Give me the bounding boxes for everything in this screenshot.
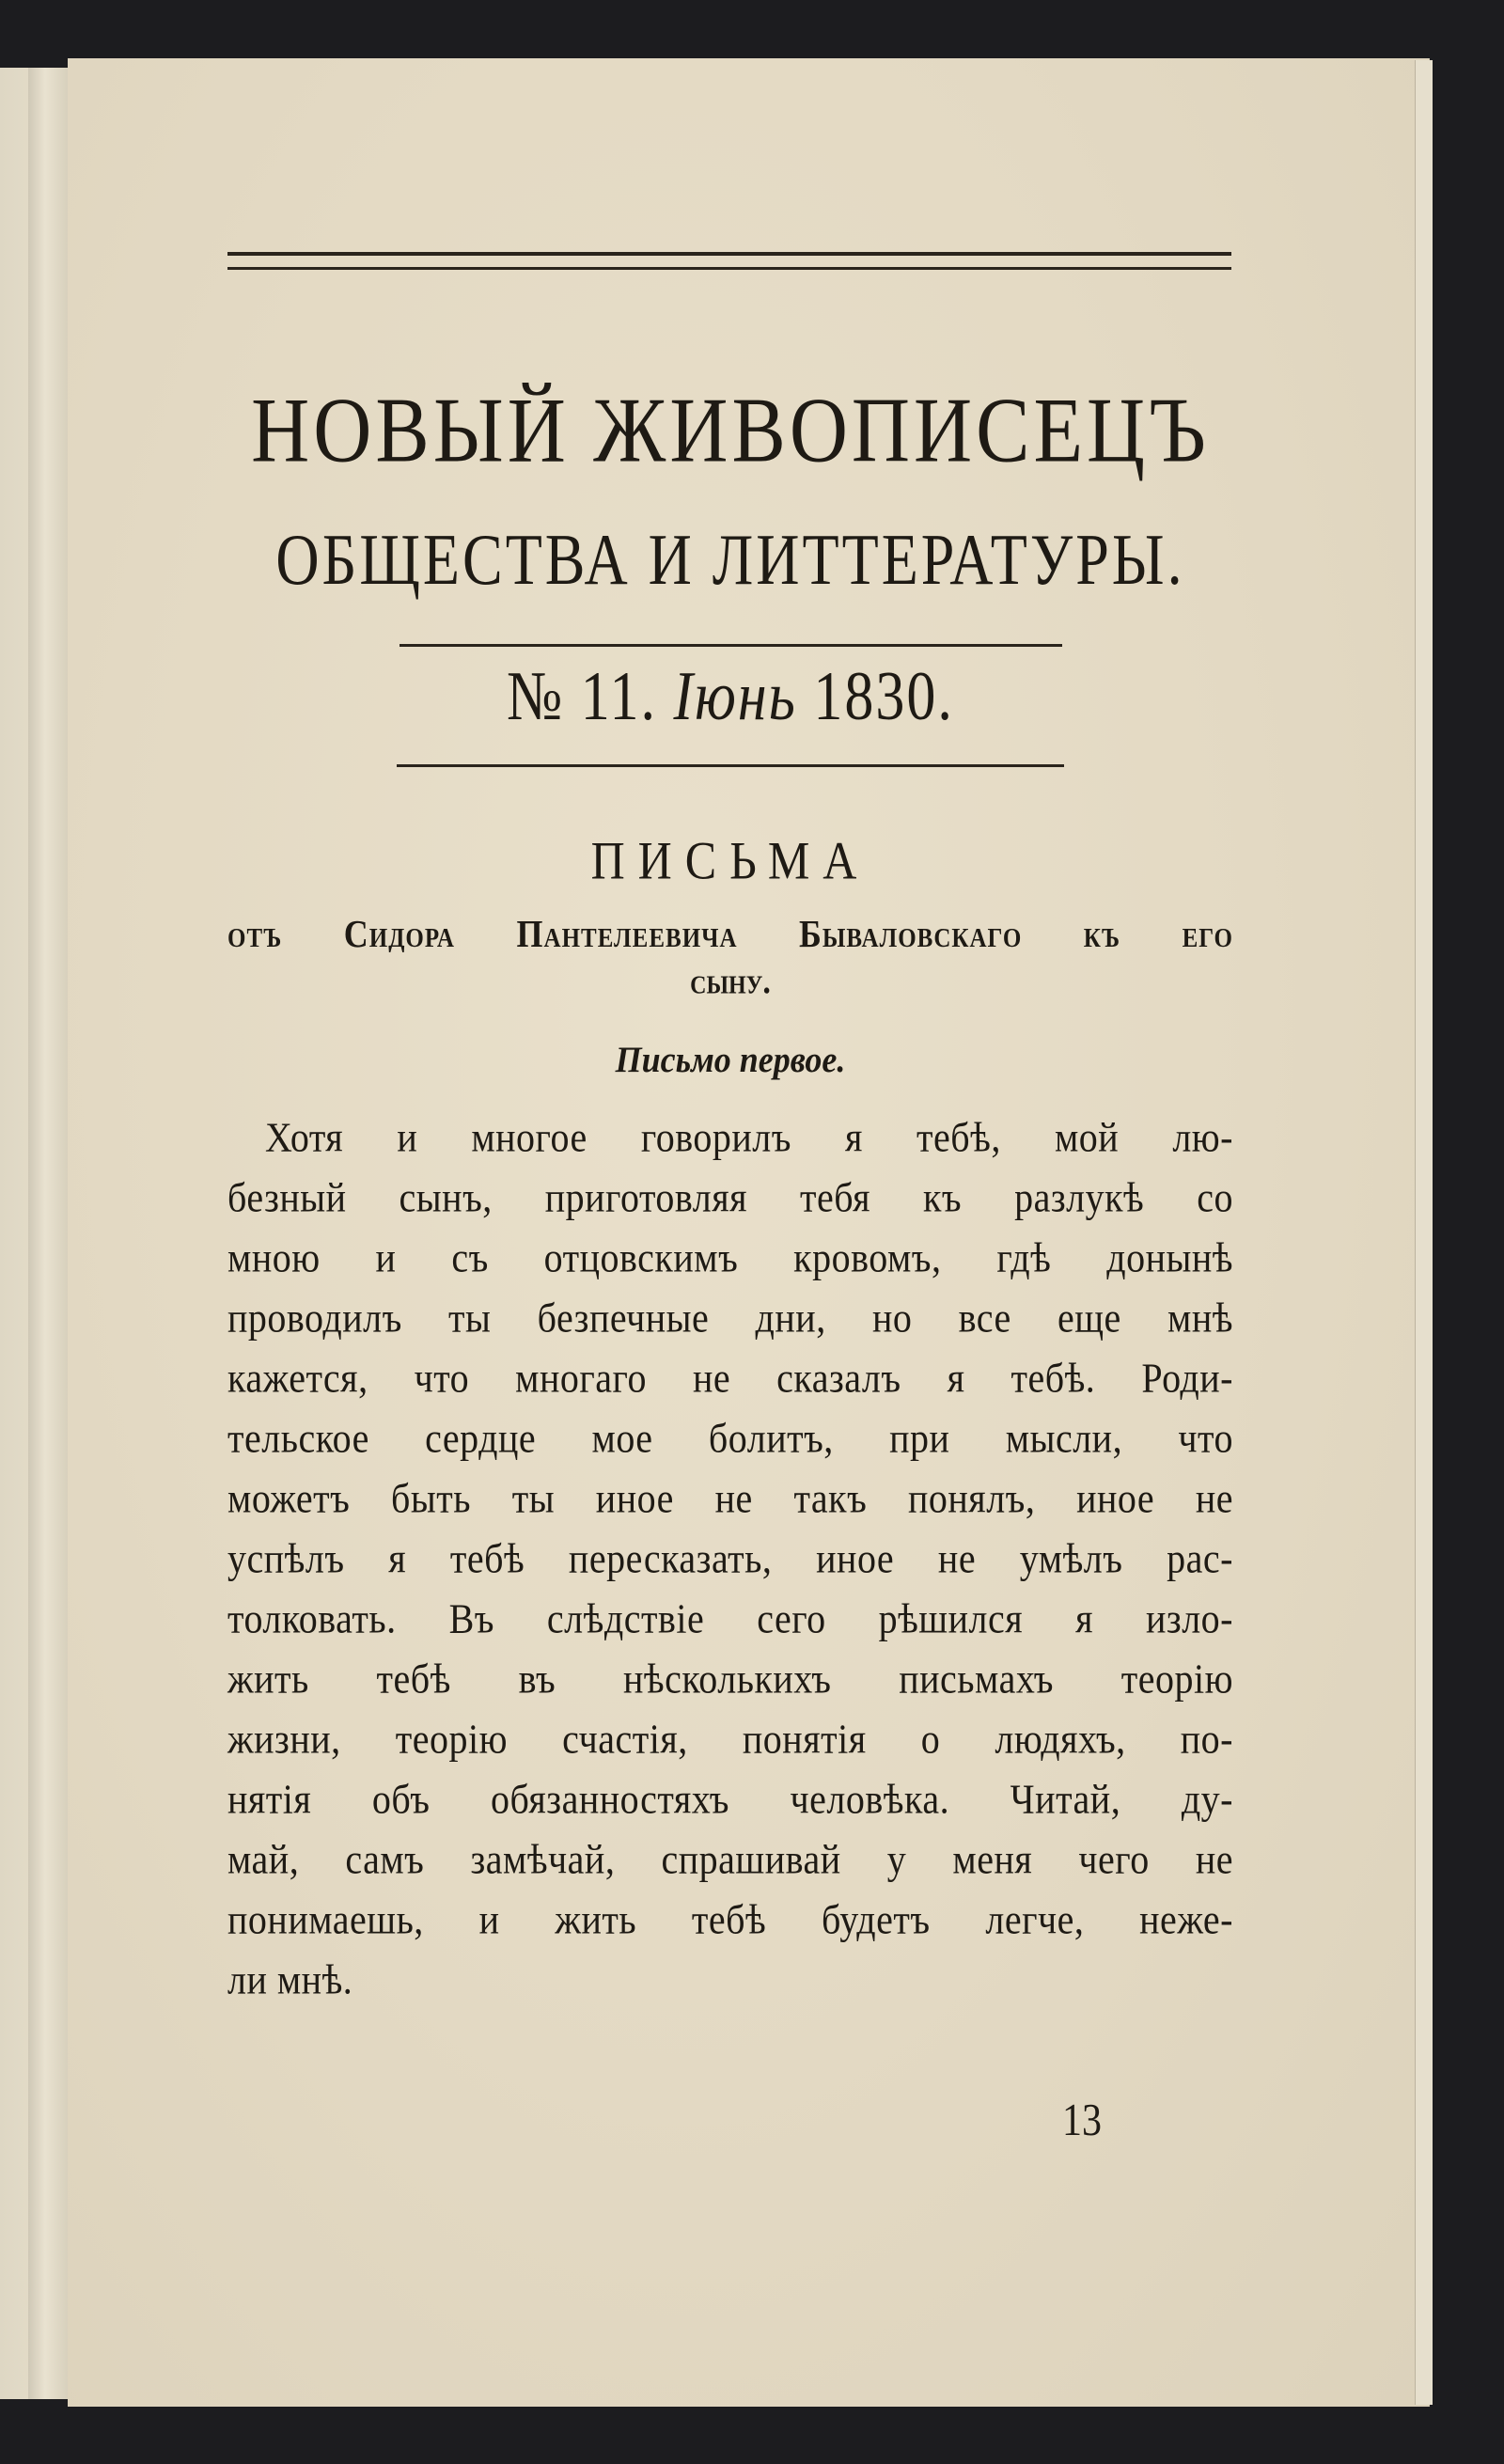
page-number: 13 xyxy=(1062,2095,1102,2146)
issue-year: 1830. xyxy=(813,658,954,735)
issue-month: Іюнь xyxy=(673,658,797,735)
issue-rule-top xyxy=(400,644,1062,647)
page-content xyxy=(227,252,1233,2010)
body-line: жизни, теорію счастія, понятія о людяхъ, по- xyxy=(227,1715,1233,1763)
letter-body xyxy=(227,1107,1233,2010)
section-title: ПИСЬМА xyxy=(590,829,870,891)
journal-title: НОВЫЙ ЖИВОПИСЕЦЪ xyxy=(251,377,1210,482)
book-gutter xyxy=(28,68,72,2399)
body-line: нятія объ обязанностяхъ человѣка. Читай, ду- xyxy=(227,1775,1233,1823)
issue-rule-bottom xyxy=(397,764,1064,767)
page-stack-edge xyxy=(1415,60,1433,2405)
letter-heading: Письмо первое. xyxy=(615,1039,846,1080)
body-line: мною и съ отцовскимъ кровомъ, гдѣ донынѣ xyxy=(227,1233,1233,1281)
article-subtitle: отъ Сидора Пантелеевича Бываловскаго къ его xyxy=(227,912,1233,955)
body-line: ли мнѣ. xyxy=(227,1955,353,2003)
body-line: жить тебѣ въ нѣсколькихъ письмахъ теорію xyxy=(227,1655,1233,1703)
issue-line xyxy=(227,657,1233,737)
body-line: можетъ быть ты иное не такъ понялъ, иное не xyxy=(227,1474,1233,1522)
body-line: Хотя и многое говорилъ я тебѣ, мой лю- xyxy=(265,1113,1233,1161)
body-line: успѣлъ я тебѣ пересказать, иное не умѣлъ рас- xyxy=(227,1534,1233,1582)
issue-number: № 11. xyxy=(507,658,657,735)
body-line: безный сынъ, приготовляя тебя къ разлукѣ со xyxy=(227,1173,1233,1221)
body-line: проводилъ ты безпечные дни, но все еще мнѣ xyxy=(227,1294,1233,1342)
body-line: май, самъ замѣчай, спрашивай у меня чего не xyxy=(227,1835,1233,1883)
journal-subtitle: ОБЩЕСТВА И ЛИТТЕРАТУРЫ. xyxy=(275,519,1185,600)
body-line: тельское сердце мое болитъ, при мысли, что xyxy=(227,1414,1233,1462)
body-line: понимаешь, и жить тебѣ будетъ легче, неже- xyxy=(227,1895,1233,1943)
header-double-rule xyxy=(227,252,1231,270)
article-subtitle-end: сыну. xyxy=(690,962,771,1002)
body-line: толковать. Въ слѣдствіе сего рѣшился я изло- xyxy=(227,1594,1233,1642)
body-line: кажется, что многаго не сказалъ я тебѣ. Роди- xyxy=(227,1354,1233,1402)
